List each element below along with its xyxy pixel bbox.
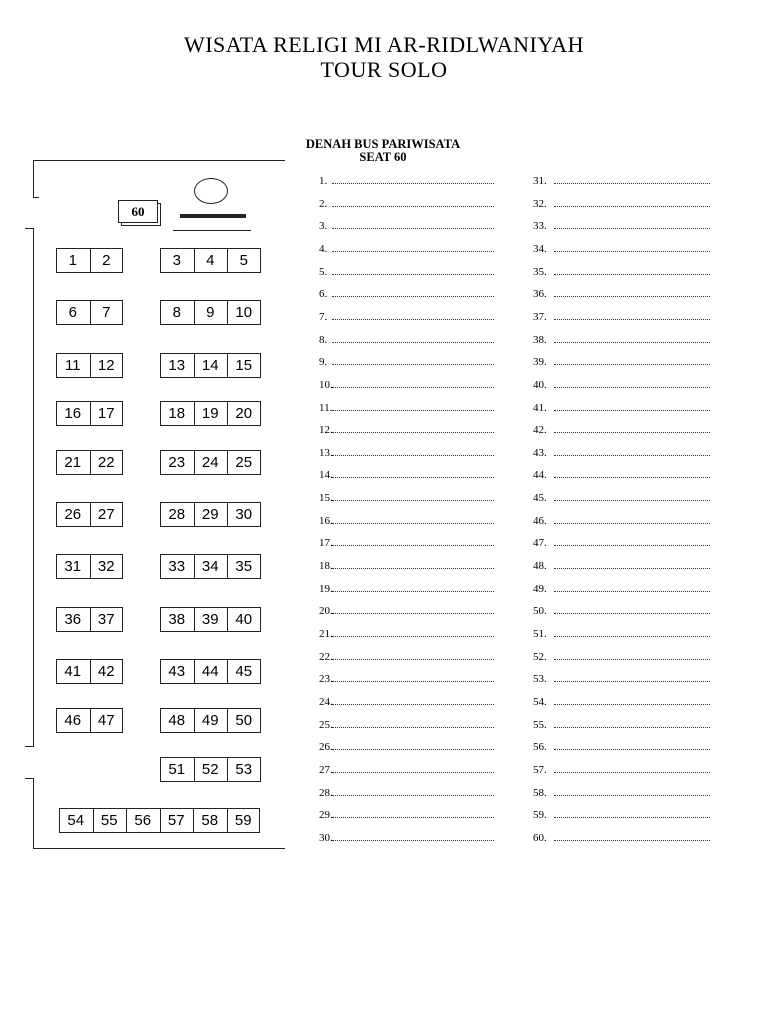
passenger-number: 29. xyxy=(319,809,333,822)
passenger-name-blank[interactable] xyxy=(554,659,710,660)
passenger-name-blank[interactable] xyxy=(332,342,494,343)
passenger-number: 37. xyxy=(533,310,547,323)
seat: 21 xyxy=(64,454,82,471)
seat-divider xyxy=(90,659,91,684)
seat: 52 xyxy=(201,761,219,778)
passenger-name-blank[interactable] xyxy=(554,206,710,207)
passenger-name-blank[interactable] xyxy=(332,296,494,297)
passenger-number: 26. xyxy=(319,741,333,754)
passenger-name-blank[interactable] xyxy=(554,817,710,818)
passenger-name-blank[interactable] xyxy=(554,432,710,433)
passenger-list-item xyxy=(533,401,547,415)
passenger-list-item xyxy=(319,604,333,618)
passenger-name-blank[interactable] xyxy=(332,727,494,728)
passenger-number: 18. xyxy=(319,560,333,573)
seat: 46 xyxy=(64,712,82,729)
passenger-list-item xyxy=(533,468,547,482)
passenger-number: 34. xyxy=(533,242,547,255)
seat-divider xyxy=(90,450,91,475)
passenger-name-blank[interactable] xyxy=(554,613,710,614)
passenger-list-item xyxy=(319,310,327,324)
passenger-number: 10. xyxy=(319,378,333,391)
passenger-number: 19. xyxy=(319,582,333,595)
seat: 28 xyxy=(168,506,186,523)
seat: 16 xyxy=(64,405,82,422)
passenger-name-blank[interactable] xyxy=(332,477,494,478)
seat: 22 xyxy=(97,454,115,471)
seat: 34 xyxy=(201,558,219,575)
passenger-number: 36. xyxy=(533,288,547,301)
passenger-list-item xyxy=(319,786,333,800)
seat-divider xyxy=(194,708,195,733)
passenger-name-blank[interactable] xyxy=(332,523,494,524)
passenger-name-blank[interactable] xyxy=(554,749,710,750)
passenger-list-item xyxy=(533,219,547,233)
passenger-number: 58. xyxy=(533,786,547,799)
passenger-number: 56. xyxy=(533,741,547,754)
seat-divider xyxy=(227,607,228,632)
passenger-list-item xyxy=(319,650,333,664)
passenger-list-item xyxy=(319,219,327,233)
seat-divider xyxy=(90,401,91,426)
seat: 5 xyxy=(239,252,248,269)
seat: 33 xyxy=(168,558,186,575)
passenger-list-item xyxy=(533,514,547,528)
passenger-list-item xyxy=(319,514,333,528)
seat: 19 xyxy=(201,405,219,422)
passenger-list-item xyxy=(319,536,333,550)
passenger-name-blank[interactable] xyxy=(554,591,710,592)
seat-divider xyxy=(93,808,94,833)
seat-divider xyxy=(194,353,195,378)
passenger-name-blank[interactable] xyxy=(554,636,710,637)
passenger-number: 54. xyxy=(533,695,547,708)
passenger-list-item xyxy=(533,559,547,573)
seat-count-heading: SEAT 60 xyxy=(359,150,407,164)
seat-divider xyxy=(194,757,195,782)
passenger-number: 47. xyxy=(533,537,547,550)
seat-divider xyxy=(90,502,91,527)
passenger-list-item xyxy=(319,265,327,279)
passenger-number: 39. xyxy=(533,356,547,369)
passenger-list-item xyxy=(319,672,333,686)
seat-divider xyxy=(227,757,228,782)
passenger-list-item xyxy=(319,242,327,256)
passenger-number: 48. xyxy=(533,560,547,573)
seat: 55 xyxy=(100,812,118,829)
passenger-name-blank[interactable] xyxy=(554,545,710,546)
passenger-list-item xyxy=(319,197,327,211)
seat-divider xyxy=(194,607,195,632)
passenger-name-blank[interactable] xyxy=(554,251,710,252)
passenger-number: 14. xyxy=(319,469,333,482)
passenger-number: 24. xyxy=(319,695,333,708)
passenger-number: 4. xyxy=(319,242,328,255)
passenger-list-item xyxy=(319,695,333,709)
passenger-name-blank[interactable] xyxy=(332,613,494,614)
passenger-list-item xyxy=(319,718,333,732)
passenger-name-blank[interactable] xyxy=(332,840,494,841)
seat: 6 xyxy=(68,304,77,321)
passenger-list-item xyxy=(319,627,333,641)
passenger-list-item xyxy=(319,423,333,437)
bus-outline-left-front xyxy=(33,160,34,198)
passenger-name-blank[interactable] xyxy=(554,727,710,728)
passenger-list-item xyxy=(533,333,547,347)
passenger-list-item xyxy=(319,808,333,822)
bus-door-tick-top xyxy=(25,228,34,229)
passenger-number: 13. xyxy=(319,446,333,459)
seat: 14 xyxy=(201,357,219,374)
seat-divider xyxy=(194,401,195,426)
passenger-number: 44. xyxy=(533,469,547,482)
seat: 56 xyxy=(134,812,152,829)
seat: 3 xyxy=(172,252,181,269)
steering-wheel-icon xyxy=(194,178,228,204)
passenger-name-blank[interactable] xyxy=(554,477,710,478)
passenger-name-blank[interactable] xyxy=(554,840,710,841)
seat: 23 xyxy=(168,454,186,471)
passenger-list-item xyxy=(533,197,547,211)
passenger-list-item xyxy=(533,287,547,301)
passenger-number: 52. xyxy=(533,650,547,663)
seat-divider xyxy=(227,659,228,684)
seat: 35 xyxy=(235,558,253,575)
passenger-list-item xyxy=(533,242,547,256)
passenger-number: 17. xyxy=(319,537,333,550)
passenger-number: 53. xyxy=(533,673,547,686)
document-subtitle: TOUR SOLO xyxy=(320,57,448,82)
passenger-name-blank[interactable] xyxy=(332,410,494,411)
seat: 59 xyxy=(234,812,252,829)
seat-divider xyxy=(227,808,228,833)
driver-seat xyxy=(118,200,158,223)
passenger-list-item xyxy=(533,174,547,188)
seat-divider xyxy=(194,554,195,579)
passenger-number: 23. xyxy=(319,673,333,686)
passenger-name-blank[interactable] xyxy=(332,206,494,207)
passenger-number: 15. xyxy=(319,492,333,505)
bus-outline-left-rear xyxy=(33,778,34,849)
passenger-list-item xyxy=(533,627,547,641)
seat: 36 xyxy=(64,611,82,628)
seat: 53 xyxy=(235,761,253,778)
passenger-list-item xyxy=(533,604,547,618)
passenger-name-blank[interactable] xyxy=(554,319,710,320)
passenger-list-item xyxy=(319,446,333,460)
seat-divider xyxy=(227,300,228,325)
seat: 45 xyxy=(235,663,253,680)
passenger-number: 42. xyxy=(533,424,547,437)
passenger-name-blank[interactable] xyxy=(332,681,494,682)
passenger-list-item xyxy=(533,718,547,732)
passenger-list-item xyxy=(319,468,333,482)
seat: 32 xyxy=(97,558,115,575)
passenger-number: 27. xyxy=(319,763,333,776)
bus-door-line xyxy=(33,228,34,747)
seat: 12 xyxy=(97,357,115,374)
passenger-number: 50. xyxy=(533,605,547,618)
passenger-list-item xyxy=(319,174,327,188)
bus-outline-left-front-tick xyxy=(33,197,39,198)
passenger-number: 21. xyxy=(319,628,333,640)
passenger-name-blank[interactable] xyxy=(554,296,710,297)
seat: 13 xyxy=(168,357,186,374)
seat: 39 xyxy=(201,611,219,628)
passenger-name-blank[interactable] xyxy=(332,659,494,660)
passenger-number: 9. xyxy=(319,356,328,369)
passenger-number: 25. xyxy=(319,718,333,731)
seat-divider xyxy=(227,401,228,426)
seat-divider xyxy=(193,808,194,833)
passenger-name-blank[interactable] xyxy=(554,274,710,275)
passenger-list-item xyxy=(533,808,547,822)
seat: 9 xyxy=(206,304,215,321)
passenger-name-blank[interactable] xyxy=(554,704,710,705)
passenger-name-blank[interactable] xyxy=(332,749,494,750)
seat: 27 xyxy=(97,506,115,523)
bus-outline-top xyxy=(33,160,285,161)
passenger-number: 41. xyxy=(533,401,547,414)
passenger-number: 16. xyxy=(319,514,333,527)
seat: 38 xyxy=(168,611,186,628)
seat: 37 xyxy=(97,611,115,628)
passenger-name-blank[interactable] xyxy=(554,681,710,682)
passenger-list-item xyxy=(533,831,547,845)
passenger-name-blank[interactable] xyxy=(332,591,494,592)
passenger-number: 33. xyxy=(533,220,547,233)
seat: 54 xyxy=(67,812,85,829)
passenger-name-blank[interactable] xyxy=(554,410,710,411)
passenger-name-blank[interactable] xyxy=(332,432,494,433)
passenger-name-blank[interactable] xyxy=(332,704,494,705)
seat: 42 xyxy=(97,663,115,680)
seat-divider xyxy=(227,708,228,733)
passenger-list-item xyxy=(533,740,547,754)
seat: 41 xyxy=(64,663,82,680)
passenger-number: 57. xyxy=(533,763,547,776)
document-title: WISATA RELIGI MI AR-RIDLWANIYAH xyxy=(183,32,585,57)
seat: 30 xyxy=(235,506,253,523)
dashboard-line xyxy=(173,230,251,231)
passenger-name-blank[interactable] xyxy=(554,342,710,343)
passenger-name-blank[interactable] xyxy=(554,364,710,365)
seat-divider xyxy=(194,659,195,684)
seat-divider xyxy=(227,248,228,273)
seat-divider xyxy=(90,607,91,632)
seat: 47 xyxy=(97,712,115,729)
passenger-name-blank[interactable] xyxy=(554,228,710,229)
passenger-list-item xyxy=(533,265,547,279)
passenger-name-blank[interactable] xyxy=(554,500,710,501)
seat: 1 xyxy=(68,252,77,269)
passenger-list-item xyxy=(533,378,547,392)
passenger-number: 45. xyxy=(533,492,547,505)
seat-divider xyxy=(90,353,91,378)
passenger-number: 12. xyxy=(319,424,333,437)
bus-outline-left-rear-tick xyxy=(25,778,34,779)
passenger-list-item xyxy=(533,423,547,437)
passenger-number: 8. xyxy=(319,333,328,346)
bus-outline-bottom xyxy=(33,848,285,849)
passenger-number: 1. xyxy=(319,175,328,187)
seat-divider xyxy=(90,708,91,733)
driver-seat-label: 60 xyxy=(131,203,145,219)
passenger-list-item xyxy=(533,786,547,800)
passenger-list-item xyxy=(533,650,547,664)
passenger-number: 22. xyxy=(319,650,333,663)
passenger-name-blank[interactable] xyxy=(332,319,494,320)
passenger-number: 3. xyxy=(319,220,328,233)
seat-divider xyxy=(90,554,91,579)
passenger-list-item xyxy=(533,582,547,596)
seat: 29 xyxy=(201,506,219,523)
passenger-name-blank[interactable] xyxy=(332,387,494,388)
seat: 15 xyxy=(235,357,253,374)
passenger-number: 30. xyxy=(319,831,333,844)
passenger-list-item xyxy=(319,763,333,777)
passenger-list-item xyxy=(533,695,547,709)
seat-divider xyxy=(90,248,91,273)
passenger-name-blank[interactable] xyxy=(554,523,710,524)
passenger-list-item xyxy=(319,287,327,301)
passenger-list-item xyxy=(533,536,547,550)
passenger-list-item xyxy=(319,491,333,505)
passenger-name-blank[interactable] xyxy=(332,817,494,818)
passenger-name-blank[interactable] xyxy=(554,183,710,184)
seat: 58 xyxy=(201,812,219,829)
passenger-number: 32. xyxy=(533,197,547,210)
passenger-number: 51. xyxy=(533,628,547,640)
passenger-name-blank[interactable] xyxy=(332,500,494,501)
seat: 26 xyxy=(64,506,82,523)
passenger-number: 28. xyxy=(319,786,333,799)
passenger-number: 55. xyxy=(533,718,547,731)
passenger-number: 35. xyxy=(533,265,547,278)
seat-divider xyxy=(194,248,195,273)
passenger-number: 6. xyxy=(319,288,328,301)
passenger-name-blank[interactable] xyxy=(554,795,710,796)
passenger-number: 38. xyxy=(533,333,547,346)
seat-divider xyxy=(227,502,228,527)
seat-divider xyxy=(194,502,195,527)
seat-divider xyxy=(90,300,91,325)
passenger-name-blank[interactable] xyxy=(554,455,710,456)
seat: 57 xyxy=(167,812,185,829)
seat: 11 xyxy=(64,357,81,374)
passenger-list-item xyxy=(533,310,547,324)
passenger-number: 46. xyxy=(533,514,547,527)
passenger-name-blank[interactable] xyxy=(332,636,494,637)
passenger-number: 5. xyxy=(319,265,328,278)
seat-divider xyxy=(227,353,228,378)
passenger-number: 49. xyxy=(533,582,547,595)
passenger-number: 60. xyxy=(533,831,547,844)
passenger-name-blank[interactable] xyxy=(332,795,494,796)
seat: 31 xyxy=(64,558,82,575)
seat: 50 xyxy=(235,712,253,729)
passenger-number: 2. xyxy=(319,197,328,210)
seat-divider xyxy=(227,554,228,579)
passenger-name-blank[interactable] xyxy=(554,772,710,773)
passenger-name-blank[interactable] xyxy=(332,455,494,456)
seat: 20 xyxy=(235,405,253,422)
passenger-list-item xyxy=(319,333,327,347)
passenger-list-item xyxy=(533,763,547,777)
dashboard-bar xyxy=(180,214,246,218)
seat-divider xyxy=(194,450,195,475)
seat: 40 xyxy=(235,611,253,628)
bus-door-tick-bottom xyxy=(25,746,34,747)
passenger-name-blank[interactable] xyxy=(332,274,494,275)
seat: 49 xyxy=(201,712,219,729)
seat: 4 xyxy=(206,252,215,269)
passenger-name-blank[interactable] xyxy=(554,387,710,388)
passenger-name-blank[interactable] xyxy=(332,772,494,773)
seat: 48 xyxy=(168,712,186,729)
passenger-list-item xyxy=(533,446,547,460)
seat: 43 xyxy=(168,663,186,680)
passenger-number: 43. xyxy=(533,446,547,459)
passenger-list-item xyxy=(533,355,547,369)
seat-divider xyxy=(160,808,161,833)
passenger-list-item xyxy=(319,559,333,573)
seat-divider xyxy=(194,300,195,325)
seat: 10 xyxy=(235,304,253,321)
passenger-name-blank[interactable] xyxy=(332,545,494,546)
passenger-list-item xyxy=(319,831,333,845)
passenger-list-item xyxy=(319,355,327,369)
passenger-number: 7. xyxy=(319,310,328,323)
passenger-number: 40. xyxy=(533,378,547,391)
passenger-list-item xyxy=(533,491,547,505)
passenger-name-blank[interactable] xyxy=(332,364,494,365)
passenger-list-item xyxy=(319,582,333,596)
seat: 7 xyxy=(102,304,111,321)
passenger-number: 11. xyxy=(319,401,333,414)
seat: 18 xyxy=(168,405,186,422)
passenger-name-blank[interactable] xyxy=(332,251,494,252)
seat: 51 xyxy=(168,761,186,778)
seat: 25 xyxy=(235,454,253,471)
passenger-name-blank[interactable] xyxy=(332,183,494,184)
seat: 8 xyxy=(172,304,181,321)
passenger-number: 31. xyxy=(533,175,547,187)
passenger-number: 59. xyxy=(533,809,547,822)
passenger-list-item xyxy=(319,740,333,754)
seat-divider xyxy=(227,450,228,475)
seat-divider xyxy=(126,808,127,833)
seat: 24 xyxy=(201,454,219,471)
passenger-name-blank[interactable] xyxy=(332,568,494,569)
passenger-number: 20. xyxy=(319,605,333,618)
seat: 17 xyxy=(97,405,115,422)
passenger-list-item xyxy=(319,401,332,415)
passenger-name-blank[interactable] xyxy=(332,228,494,229)
bus-layout-heading: DENAH BUS PARIWISATA xyxy=(305,137,461,151)
passenger-list-item xyxy=(319,378,333,392)
passenger-list-item xyxy=(533,672,547,686)
seat: 2 xyxy=(102,252,111,269)
seat: 44 xyxy=(201,663,219,680)
passenger-name-blank[interactable] xyxy=(554,568,710,569)
